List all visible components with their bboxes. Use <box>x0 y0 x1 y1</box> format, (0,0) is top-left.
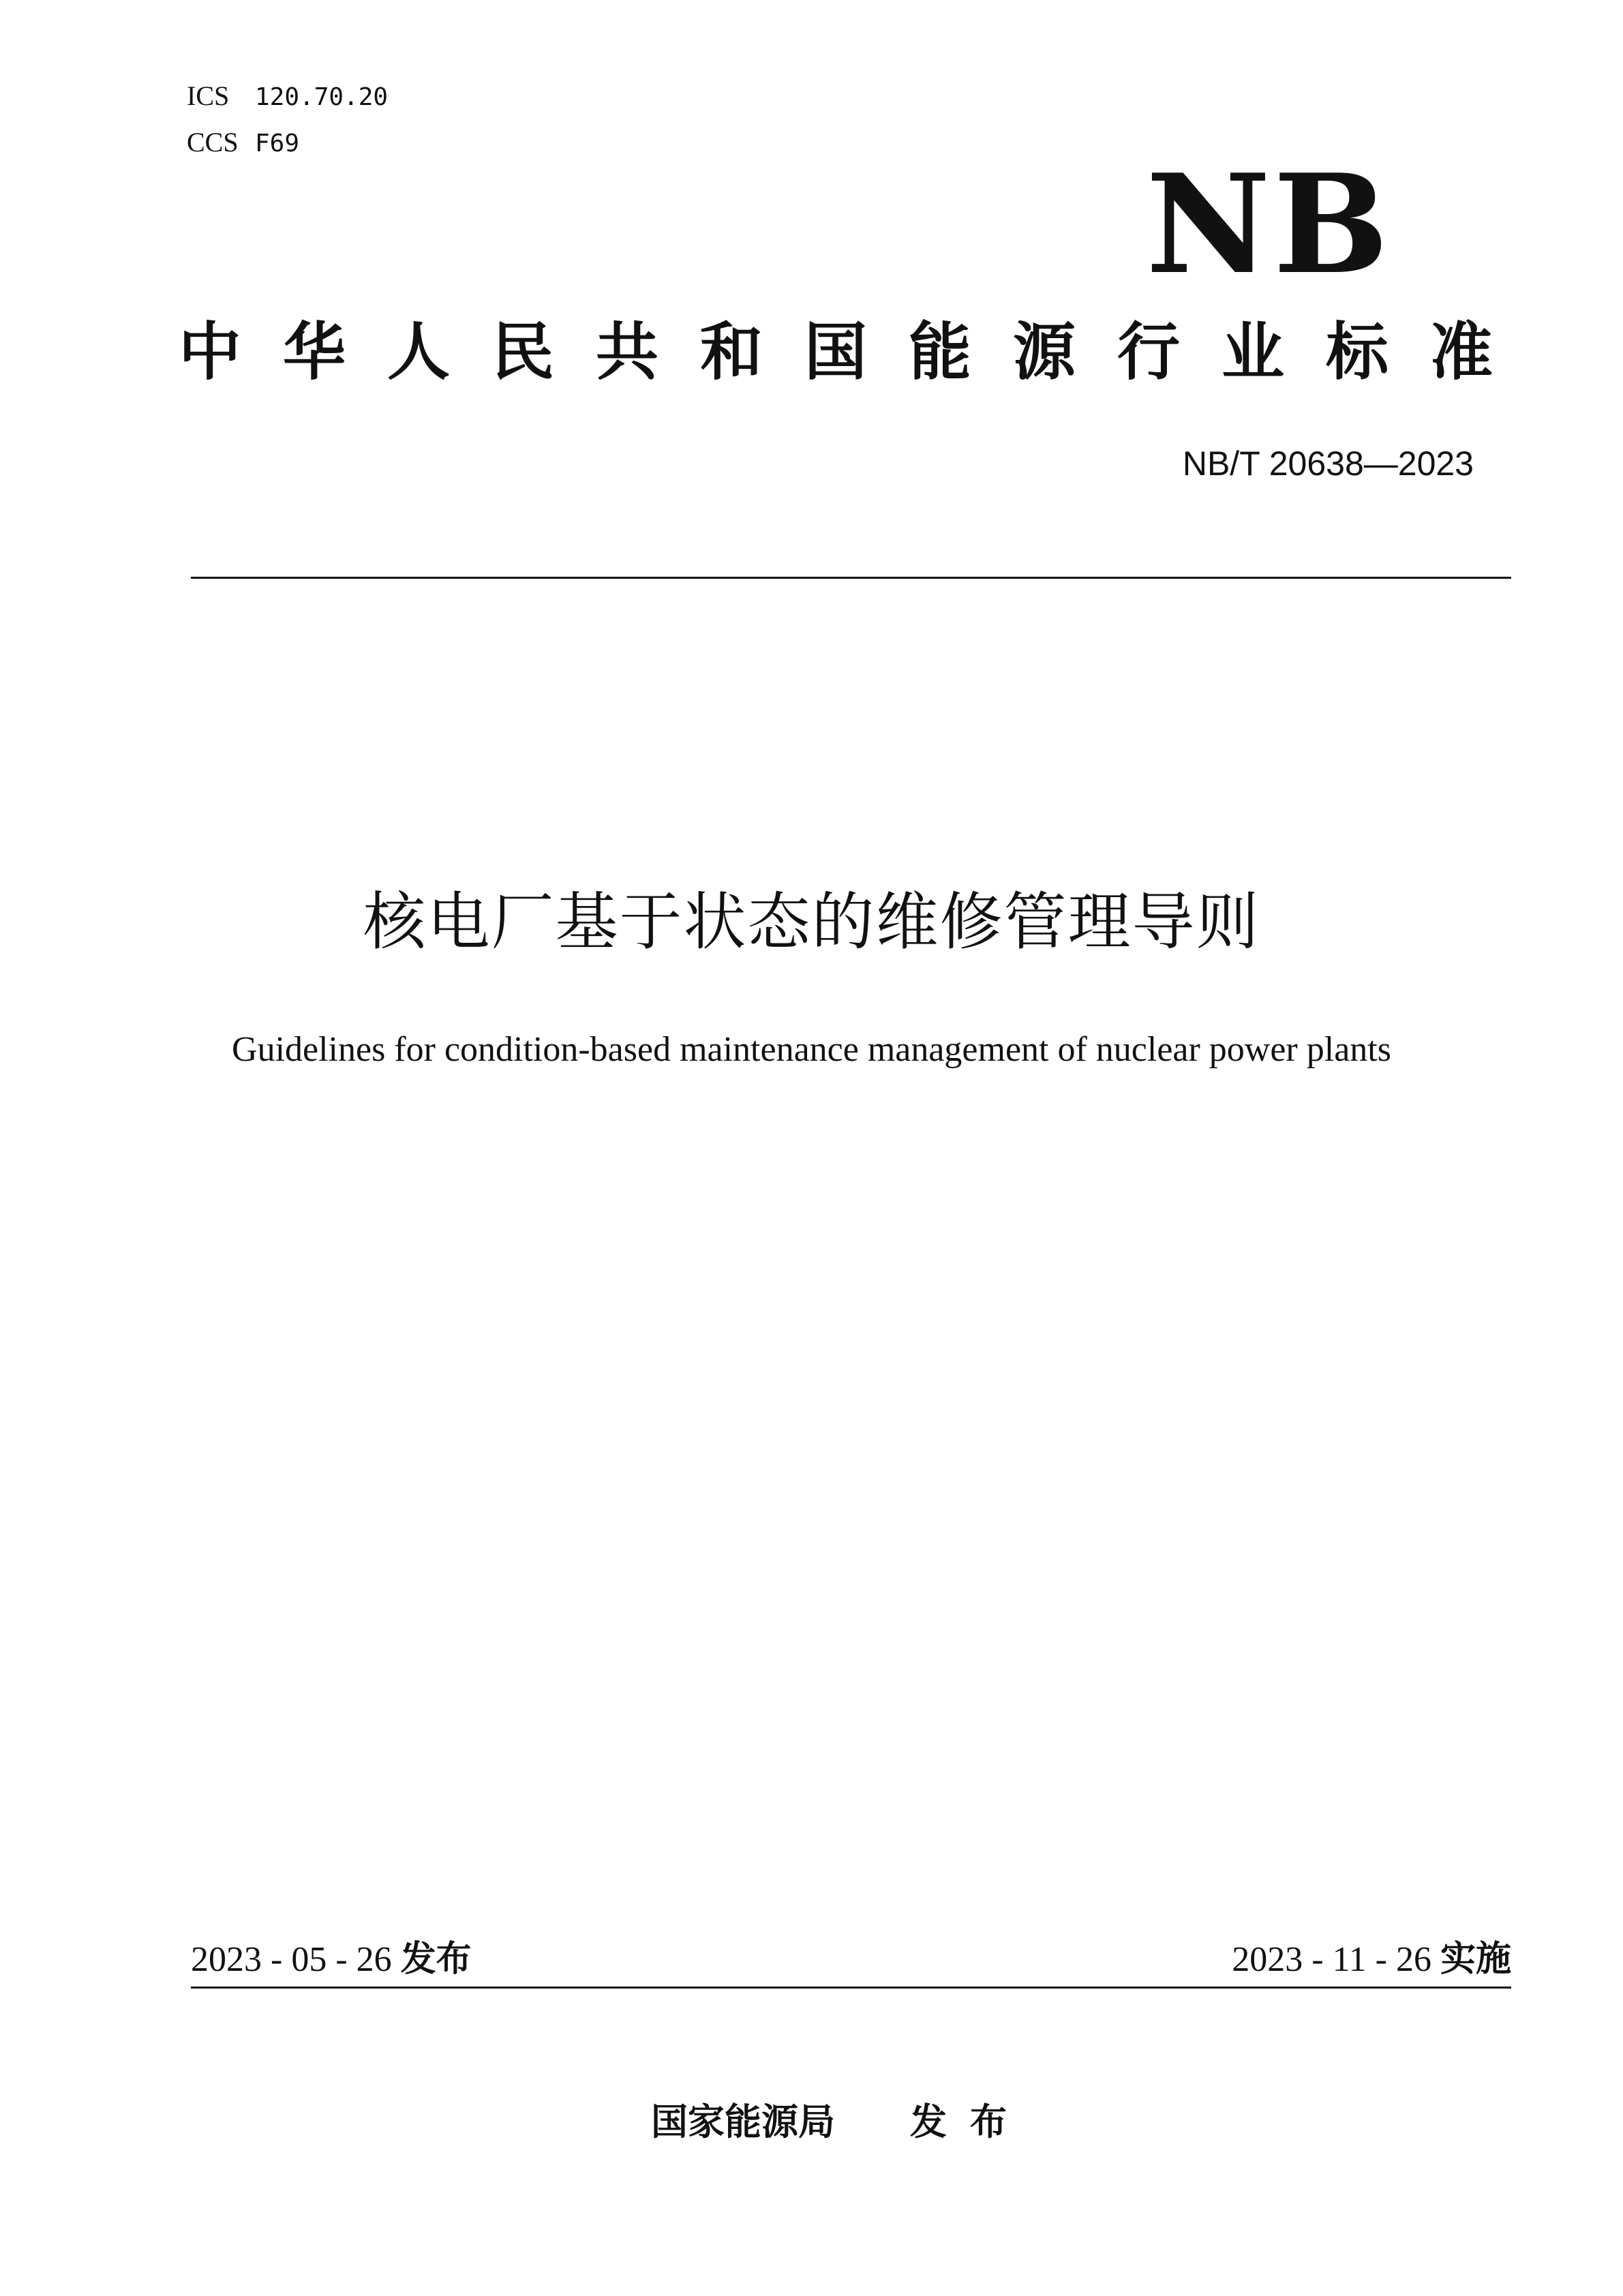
classification-codes <box>187 74 388 166</box>
header-divider <box>191 577 1511 579</box>
issuer-line <box>651 2100 1030 2145</box>
effective-date-block <box>1232 1937 1511 1982</box>
effective-date: 2023 - 11 - 26 <box>1232 1940 1431 1979</box>
ics-value: 120.70.20 <box>255 83 389 111</box>
effective-label: 实施 <box>1440 1939 1511 1980</box>
ics-label: ICS <box>187 80 230 111</box>
document-title-cn: 核电厂基于状态的维修管理导则 <box>363 886 1260 958</box>
standard-kind-heading: 中华人民共和国能源行业标准 <box>179 316 1535 389</box>
nb-logo: NB <box>1146 145 1391 305</box>
ccs-value: F69 <box>255 130 300 157</box>
release-label: 发布 <box>400 1939 472 1980</box>
release-date: 2023 - 05 - 26 <box>191 1940 392 1979</box>
footer-divider <box>191 1987 1511 1989</box>
standard-number: NB/T 20638—2023 <box>1182 444 1474 483</box>
ccs-row <box>187 120 388 166</box>
document-title-en: Guidelines for condition-based maintenance management of nuclear power plants <box>232 1030 1391 1069</box>
ccs-label: CCS <box>187 127 239 157</box>
ics-row <box>187 74 388 120</box>
issuer-name: 国家能源局 <box>651 2100 835 2143</box>
release-date-block <box>191 1937 472 1982</box>
issuer-action: 发布 <box>910 2100 1030 2143</box>
